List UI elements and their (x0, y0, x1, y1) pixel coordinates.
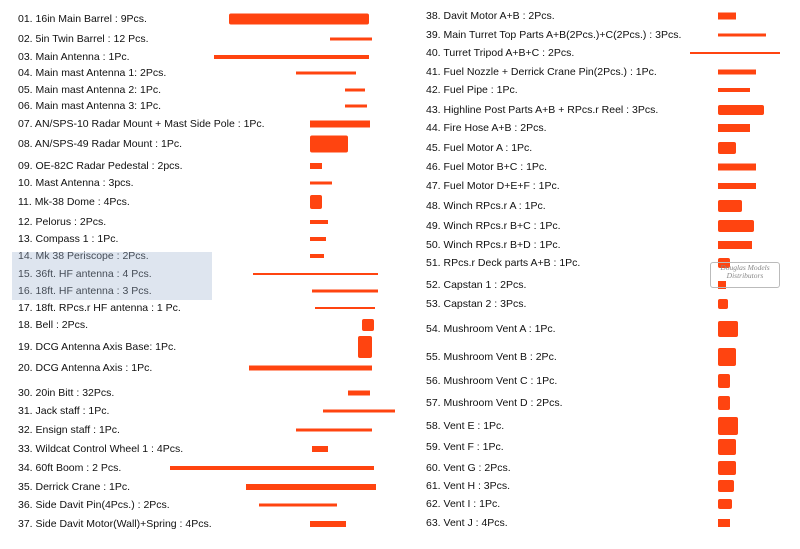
parts-list-item (0, 175, 400, 191)
part-silhouette (718, 519, 730, 527)
parts-list-item-label: 54. Mushroom Vent A : 1Pc. (426, 323, 556, 335)
part-silhouette (315, 307, 375, 309)
parts-list-item (424, 198, 800, 214)
parts-list-item-label: 50. Winch RPcs.r B+D : 1Pc. (426, 239, 561, 251)
parts-list-item (0, 82, 400, 98)
parts-list-item (424, 102, 800, 118)
parts-list-item (424, 27, 800, 43)
part-silhouette (690, 52, 780, 54)
parts-list-item-label: 47. Fuel Motor D+E+F : 1Pc. (426, 180, 560, 192)
part-silhouette (718, 241, 752, 249)
parts-list-item (424, 45, 800, 61)
part-silhouette (718, 164, 756, 171)
parts-list-item-label: 61. Vent H : 3Pcs. (426, 480, 511, 492)
parts-list-item-label: 08. AN/SPS-49 Radar Mount : 1Pc. (18, 138, 183, 150)
parts-list-item-label: 17. 18ft. RPcs.r HF antenna : 1 Pc. (18, 302, 181, 314)
parts-list-item-label: 36. Side Davit Pin(4Pcs.) : 2Pcs. (18, 499, 170, 511)
parts-list-item-label: 58. Vent E : 1Pc. (426, 420, 505, 432)
parts-list-item (424, 349, 800, 365)
parts-list-item (0, 317, 400, 333)
parts-list-item-label: 55. Mushroom Vent B : 2Pc. (426, 351, 557, 363)
parts-list-item-label: 51. RPcs.r Deck parts A+B : 1Pc. (426, 257, 581, 269)
parts-list-item (424, 296, 800, 312)
parts-list-item-label: 06. Main mast Antenna 3: 1Pc. (18, 100, 162, 112)
parts-list-item-label: 38. Davit Motor A+B : 2Pcs. (426, 10, 555, 22)
parts-list-item (0, 460, 400, 476)
part-silhouette (296, 72, 356, 75)
parts-list-item-label: 33. Wildcat Control Wheel 1 : 4Pcs. (18, 443, 184, 455)
parts-list-item (0, 49, 400, 65)
parts-list-item (0, 479, 400, 495)
part-silhouette (718, 417, 738, 435)
parts-list-item-label: 37. Side Davit Motor(Wall)+Spring : 4Pcs. (18, 518, 212, 530)
parts-list-item-label: 07. AN/SPS-10 Radar Mount + Mast Side Pole : 1Pc. (18, 118, 265, 130)
parts-list-item (0, 360, 400, 376)
parts-list-item-label: 16. 18ft. HF antenna : 3 Pcs. (18, 285, 152, 297)
parts-list-item (0, 31, 400, 47)
parts-list-item (0, 65, 400, 81)
parts-list-item-label: 39. Main Turret Top Parts A+B(2Pcs.)+C(2Pcs.) : 3Pcs. (426, 29, 682, 41)
part-silhouette (229, 14, 369, 25)
part-silhouette (310, 195, 322, 209)
distributor-logo: Douglas Models Distributors (710, 262, 780, 288)
parts-list-item-label: 45. Fuel Motor A : 1Pc. (426, 142, 533, 154)
parts-list-item (424, 460, 800, 476)
part-silhouette (312, 290, 378, 293)
parts-list-item-label: 57. Mushroom Vent D : 2Pcs. (426, 397, 563, 409)
parts-list-item-label: 01. 16in Main Barrel : 9Pcs. (18, 13, 147, 25)
parts-list-item-label: 30. 20in Bitt : 32Pcs. (18, 387, 115, 399)
part-silhouette (718, 396, 730, 410)
part-silhouette (718, 374, 730, 388)
part-silhouette (259, 504, 337, 507)
part-silhouette (170, 466, 374, 470)
parts-list-item (0, 422, 400, 438)
part-silhouette (345, 89, 365, 92)
parts-list-item (0, 98, 400, 114)
part-silhouette (718, 105, 764, 115)
part-silhouette (718, 220, 754, 232)
parts-list-item (424, 8, 800, 24)
parts-list-item (0, 214, 400, 230)
parts-list-item-label: 04. Main mast Antenna 1: 2Pcs. (18, 67, 167, 79)
parts-list-item (0, 497, 400, 513)
parts-list-item (424, 178, 800, 194)
parts-list-item-label: 41. Fuel Nozzle + Derrick Crane Pin(2Pcs.) : 1Pc. (426, 66, 657, 78)
parts-list-item-label: 48. Winch RPcs.r A : 1Pc. (426, 200, 546, 212)
parts-list-item (424, 478, 800, 494)
parts-list-item (0, 231, 400, 247)
part-silhouette (358, 336, 372, 358)
parts-list-item-label: 20. DCG Antenna Axis : 1Pc. (18, 362, 153, 374)
parts-list-item (0, 194, 400, 210)
parts-list-item-label: 02. 5in Twin Barrel : 12 Pcs. (18, 33, 149, 45)
part-silhouette (246, 484, 376, 490)
parts-list-item-label: 35. Derrick Crane : 1Pc. (18, 481, 131, 493)
parts-list-item-label: 44. Fire Hose A+B : 2Pcs. (426, 122, 547, 134)
parts-list-item (0, 248, 400, 264)
part-silhouette (310, 121, 370, 128)
parts-list-item (0, 11, 400, 27)
part-silhouette (362, 319, 374, 331)
parts-list-item-label: 43. Highline Post Parts A+B + RPcs.r Reel : 3Pcs. (426, 104, 659, 116)
parts-list-item-label: 10. Mast Antenna : 3pcs. (18, 177, 134, 189)
parts-list-item (424, 120, 800, 136)
part-silhouette (348, 391, 370, 396)
parts-list-item (0, 266, 400, 282)
parts-list-item (424, 373, 800, 389)
part-silhouette (718, 200, 742, 212)
part-silhouette (718, 183, 756, 189)
parts-list-item-label: 52. Capstan 1 : 2Pcs. (426, 279, 527, 291)
part-silhouette (718, 461, 736, 475)
part-silhouette (310, 182, 332, 185)
parts-list-item-label: 03. Main Antenna : 1Pc. (18, 51, 130, 63)
parts-list-item-label: 12. Pelorus : 2Pcs. (18, 216, 107, 228)
part-silhouette (249, 366, 372, 371)
parts-list-item (0, 300, 400, 316)
parts-list-item (424, 64, 800, 80)
parts-list-item (0, 441, 400, 457)
part-silhouette (323, 410, 395, 413)
parts-list-item (424, 439, 800, 455)
part-silhouette (310, 254, 324, 258)
part-silhouette (718, 299, 728, 309)
part-silhouette (718, 348, 736, 366)
part-silhouette (718, 480, 734, 492)
parts-list-item-label: 49. Winch RPcs.r B+C : 1Pc. (426, 220, 561, 232)
parts-list-item (424, 218, 800, 234)
parts-list-item (0, 339, 400, 355)
parts-list-item-label: 14. Mk 38 Periscope : 2Pcs. (18, 250, 149, 262)
parts-list-item (0, 116, 400, 132)
parts-list-item-label: 62. Vent I : 1Pc. (426, 498, 501, 510)
parts-list-item-label: 56. Mushroom Vent C : 1Pc. (426, 375, 558, 387)
parts-list-item (424, 418, 800, 434)
parts-list-item (424, 140, 800, 156)
part-silhouette (718, 34, 766, 37)
parts-list-item (424, 321, 800, 337)
parts-list-item (0, 136, 400, 152)
part-silhouette (312, 446, 328, 452)
parts-list-item (424, 159, 800, 175)
part-silhouette (718, 321, 738, 337)
part-silhouette (310, 163, 322, 169)
parts-list-item-label: 13. Compass 1 : 1Pc. (18, 233, 119, 245)
part-silhouette (310, 220, 328, 224)
parts-list-item (424, 395, 800, 411)
parts-list-item (0, 516, 400, 532)
parts-list-item-label: 31. Jack staff : 1Pc. (18, 405, 110, 417)
part-silhouette (310, 521, 346, 527)
part-silhouette (310, 237, 326, 241)
parts-list-item-label: 40. Turret Tripod A+B+C : 2Pcs. (426, 47, 575, 59)
parts-list-item (0, 283, 400, 299)
parts-list-item-label: 05. Main mast Antenna 2: 1Pc. (18, 84, 162, 96)
parts-list-item-label: 09. OE-82C Radar Pedestal : 2pcs. (18, 160, 183, 172)
part-silhouette (718, 124, 750, 132)
parts-list-item (424, 82, 800, 98)
part-silhouette (310, 136, 348, 153)
parts-list-item-label: 18. Bell : 2Pcs. (18, 319, 89, 331)
parts-list-item (424, 515, 800, 531)
parts-list-item-label: 11. Mk-38 Dome : 4Pcs. (18, 196, 130, 208)
parts-list-item-label: 34. 60ft Boom : 2 Pcs. (18, 462, 122, 474)
part-silhouette (718, 142, 736, 154)
part-silhouette (718, 70, 756, 75)
parts-list-item-label: 60. Vent G : 2Pcs. (426, 462, 511, 474)
part-silhouette (718, 13, 736, 20)
parts-list-item-label: 63. Vent J : 4Pcs. (426, 517, 508, 529)
parts-list-item (424, 496, 800, 512)
part-silhouette (330, 38, 372, 41)
part-silhouette (253, 273, 378, 275)
part-silhouette (718, 439, 736, 455)
parts-list-item-label: 46. Fuel Motor B+C : 1Pc. (426, 161, 548, 173)
part-silhouette (345, 105, 367, 108)
part-silhouette (214, 55, 369, 59)
parts-list-item (0, 158, 400, 174)
parts-list-item (0, 385, 400, 401)
parts-list-item-label: 59. Vent F : 1Pc. (426, 441, 504, 453)
part-silhouette (296, 429, 372, 432)
parts-list-item (424, 237, 800, 253)
parts-list-item-label: 32. Ensign staff : 1Pc. (18, 424, 120, 436)
part-silhouette (718, 88, 750, 92)
parts-list-item-label: 15. 36ft. HF antenna : 4 Pcs. (18, 268, 152, 280)
part-silhouette (718, 499, 732, 509)
parts-list-item-label: 42. Fuel Pipe : 1Pc. (426, 84, 518, 96)
parts-list-item-label: 19. DCG Antenna Axis Base: 1Pc. (18, 341, 177, 353)
parts-list-item-label: 53. Capstan 2 : 3Pcs. (426, 298, 527, 310)
parts-list-item (0, 403, 400, 419)
